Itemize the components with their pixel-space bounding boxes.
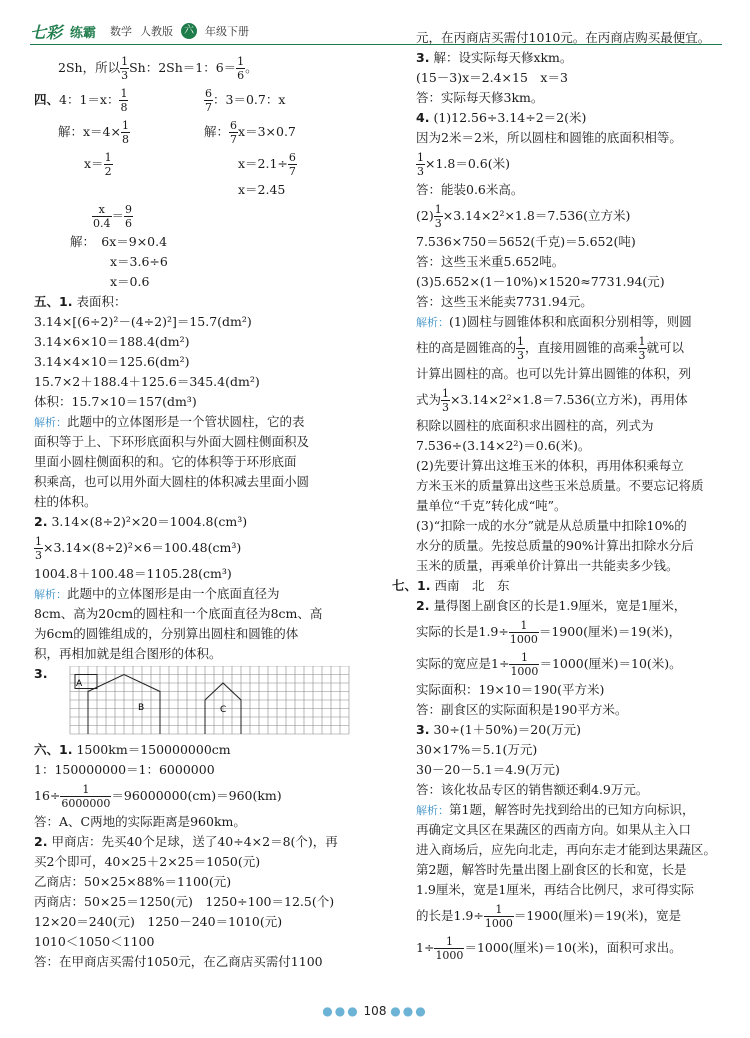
text-line: $\frac{x}{0.4}$ ＝ $\frac{9}{6}$ xyxy=(93,203,133,230)
analysis-line: (3)“扣除一成的水分”就是从总质量中扣除10%的 xyxy=(416,518,687,533)
fraction: $\frac{1}{3}$ xyxy=(121,55,129,82)
text-line: 3.14×6×10＝188.4(dm²) xyxy=(34,334,190,349)
brand-logo: 七彩 xyxy=(30,22,63,42)
text-line: $\frac{1}{3}$ ×1.8＝0.6(米) xyxy=(417,151,510,178)
text-line: $\frac{1}{3}$ ×3.14×(8÷2)²×6＝100.48(cm³) xyxy=(35,535,242,562)
analysis-line: 解析：第1题，解答时先找到给出的已知方向标识， xyxy=(416,802,695,817)
text-line: x＝0.6 xyxy=(110,274,150,289)
text-line: 答：实际每天修3km。 xyxy=(416,90,544,105)
analysis-line: 里面小圆柱侧面积的和。它的体积等于环形底面 xyxy=(34,454,297,469)
grade-text: 年级下册 xyxy=(205,25,250,38)
text-line: 15.7×2＋188.4＋125.6＝345.4(dm²) xyxy=(34,374,260,389)
text-line: 3.14×[(6÷2)²－(4÷2)²]＝15.7(dm²) xyxy=(34,314,252,329)
text-line: 答：该化妆品专区的销售额还剩4.9万元。 xyxy=(416,782,649,797)
analysis-line: 水分的质量。先按总质量的90%计算出扣除水分后 xyxy=(416,538,694,553)
page-number: 108 xyxy=(363,1004,387,1018)
text-line: 16÷ $\frac{1}{6000000}$ ＝96000000(cm)＝960(km) xyxy=(34,783,282,810)
analysis-line: 第2题，解答时先量出图上副食区的长和宽，长是 xyxy=(416,862,687,877)
text-line: (15－3)x＝2.4×15 x＝3 xyxy=(416,70,568,85)
text-line: 1004.8＋100.48＝1105.28(cm³) xyxy=(34,566,232,581)
brand-subtitle: 练霸 xyxy=(70,25,97,41)
analysis-line: 积，再相加就是组合图形的体积。 xyxy=(34,646,222,661)
grid-label-c: C xyxy=(220,705,227,715)
text-line: x＝2.45 xyxy=(238,182,286,197)
text-line: x＝3.6÷6 xyxy=(110,254,168,269)
text-line: 3. 解：设实际每天修xkm。 xyxy=(416,50,573,65)
analysis-line: 计算出圆柱的高。也可以先计算出圆锥的体积，列 xyxy=(416,366,692,381)
text-line: 四、4：1＝x： $\frac{1}{8}$ $\frac{6}{7}$ ：3＝0.7：x xyxy=(34,87,286,114)
analysis-line: 柱的高是圆锥高的 $\frac{1}{3}$ ，直接用圆锥的高乘 $\frac{1}{3}$ 就可以 xyxy=(416,335,685,362)
text-line: 解： 6x＝9×0.4 xyxy=(70,234,168,249)
analysis-line: 7.536÷(3.14×2²)＝0.6(米)。 xyxy=(416,438,591,453)
footer-dots-left-icon: ●●● xyxy=(322,1004,360,1018)
text-line: 答：能装0.6米高。 xyxy=(416,182,524,197)
analysis-line: 再确定文具区在果蔬区的西南方向。如果从主入口 xyxy=(416,822,692,837)
analysis-line: 解析：此题中的立体图形是一个管状圆柱，它的表 xyxy=(34,414,305,429)
text-line: 答：副食区的实际面积是190平方米。 xyxy=(416,702,628,717)
text-line: 实际面积：19×10＝190(平方米) xyxy=(416,682,605,697)
text-line: 7.536×750＝5652(千克)＝5.652(吨) xyxy=(416,234,636,249)
text-line: 答：A、C两地的实际距离是960km。 xyxy=(34,814,246,829)
text-line: 1010＜1050＜1100 xyxy=(34,934,155,949)
page-footer xyxy=(0,1004,750,1018)
grid-svg xyxy=(48,666,378,736)
section-heading: 五、1. 表面积： xyxy=(34,294,127,309)
section-heading: 七、1. 西南 北 东 xyxy=(392,578,510,593)
text-line: 解：x＝4× $\frac{1}{8}$ 解： $\frac{6}{7}$ x＝3×0.7 xyxy=(58,119,296,146)
text-line: 30×17%＝5.1(万元) xyxy=(416,742,538,757)
analysis-line: 式为 $\frac{1}{3}$ ×3.14×2²×1.8＝7.536(立方米)，再用体 xyxy=(416,387,688,414)
left-column xyxy=(34,52,388,972)
text-line: 实际的宽应是1÷ $\frac{1}{1000}$ ＝1000(厘米)＝10(米)。 xyxy=(416,651,682,678)
analysis-line: 柱的体积。 xyxy=(34,494,97,509)
text-line: 2Sh，所以 $\frac{1}{3}$ Sh：2Sh＝1：6＝ $\frac{1}{6}$ 。 xyxy=(58,55,258,82)
edition: 人教版 xyxy=(140,25,174,38)
text-line: 实际的长是1.9÷ $\frac{1}{1000}$ ＝1900(厘米)＝19(米)， xyxy=(416,619,682,646)
text-line: 2. 甲商店：先买40个足球，送了40÷4×2＝8(个)，再 xyxy=(34,834,338,849)
text-line: 2. 量得图上副食区的长是1.9厘米，宽是1厘米， xyxy=(416,598,687,613)
analysis-line: 玉米的质量，再乘单价计算出一共能卖多少钱。 xyxy=(416,558,679,573)
text-line: 2. 3.14×(8÷2)²×20＝1004.8(cm³) xyxy=(34,514,248,529)
text-line: 3.14×4×10＝125.6(dm²) xyxy=(34,354,190,369)
grid-figure: 3. A B C xyxy=(34,666,388,736)
grid-label-b: B xyxy=(138,703,145,713)
text-line: 因为2米＝2米，所以圆柱和圆锥的底面积相等。 xyxy=(416,130,682,145)
text-line: 3. 30÷(1＋50%)＝20(万元) xyxy=(416,722,581,737)
text-line: 答：在甲商店买需付1050元，在乙商店买需付1100 xyxy=(34,954,323,969)
subject: 数学 xyxy=(110,25,133,38)
analysis-line: 进入商场后，应先向北走，再向东走才能到达果蔬区。 xyxy=(416,842,717,857)
text-line: x＝ $\frac{1}{2}$ x＝2.1÷ $\frac{6}{7}$ xyxy=(84,151,296,178)
analysis-line: 积除以圆柱的底面积求出圆柱的高，列式为 xyxy=(416,418,654,433)
footer-dots-right-icon: ●●● xyxy=(390,1004,428,1018)
text-line: 12×20＝240(元) 1250－240＝1010(元) xyxy=(34,914,283,929)
text-line: 答：这些玉米能卖7731.94元。 xyxy=(416,294,593,309)
text-line: 30－20－5.1＝4.9(万元) xyxy=(416,762,560,777)
analysis-line: 方米玉米的质量算出这些玉米总质量。不要忘记将质 xyxy=(416,478,704,493)
analysis-line: 面积等于上、下环形底面积与外面大圆柱侧面积及 xyxy=(34,434,310,449)
analysis-line: 1.9厘米，宽是1厘米，再结合比例尺，求可得实际 xyxy=(416,882,694,897)
analysis-line: 解析：此题中的立体图形是由一个底面直径为 xyxy=(34,586,280,601)
text-line: 体积：15.7×10＝157(dm³) xyxy=(34,394,197,409)
text-line: 4. (1)12.56÷3.14÷2＝2(米) xyxy=(416,110,587,125)
analysis-line: (2)先要计算出这堆玉米的体积，再用体积乘每立 xyxy=(416,458,684,473)
text-line: 乙商店：50×25×88%＝1100(元) xyxy=(34,874,232,889)
analysis-line: 1÷ $\frac{1}{1000}$ ＝1000(厘米)＝10(米)，面积可求出。 xyxy=(416,935,682,962)
analysis-line: 量单位“千克”转化成“吨”。 xyxy=(416,498,567,513)
analysis-line: 为6cm的圆锥组成的，分别算出圆柱和圆锥的体 xyxy=(34,626,299,641)
text-line: 买2个即可，40×25＋2×25＝1050(元) xyxy=(34,854,261,869)
grade-badge: 六 xyxy=(181,23,197,39)
text-line: 丙商店：50×25＝1250(元) 1250÷100＝12.5(个) xyxy=(34,894,335,909)
grid-label-a: A xyxy=(76,679,83,689)
analysis-line: 积乘高，也可以用外面大圆柱的体积减去里面小圆 xyxy=(34,474,310,489)
analysis-line: 8cm、高为20cm的圆柱和一个底面直径为8cm、高 xyxy=(34,606,323,621)
text-line: 答：这些玉米重5.652吨。 xyxy=(416,254,565,269)
right-column xyxy=(392,28,734,964)
text-line: 1：150000000＝1：6000000 xyxy=(34,762,215,777)
text-line: 元，在丙商店买需付1010元。在丙商店购买最便宜。 xyxy=(416,30,711,45)
analysis-line: 解析：(1)圆柱与圆锥体积和底面积分别相等，则圆 xyxy=(416,314,692,329)
text-line: (3)5.652×(1－10%)×1520≈7731.94(元) xyxy=(416,274,665,289)
page-header xyxy=(30,18,249,44)
fraction: $\frac{1}{6}$ xyxy=(237,55,245,82)
analysis-line: 的长是1.9÷ $\frac{1}{1000}$ ＝1900(厘米)＝19(米)，宽是 xyxy=(416,903,682,930)
section-heading: 六、1. 1500km＝150000000cm xyxy=(34,742,231,757)
text-line: (2) $\frac{1}{3}$ ×3.14×2²×1.8＝7.536(立方米) xyxy=(416,203,631,230)
